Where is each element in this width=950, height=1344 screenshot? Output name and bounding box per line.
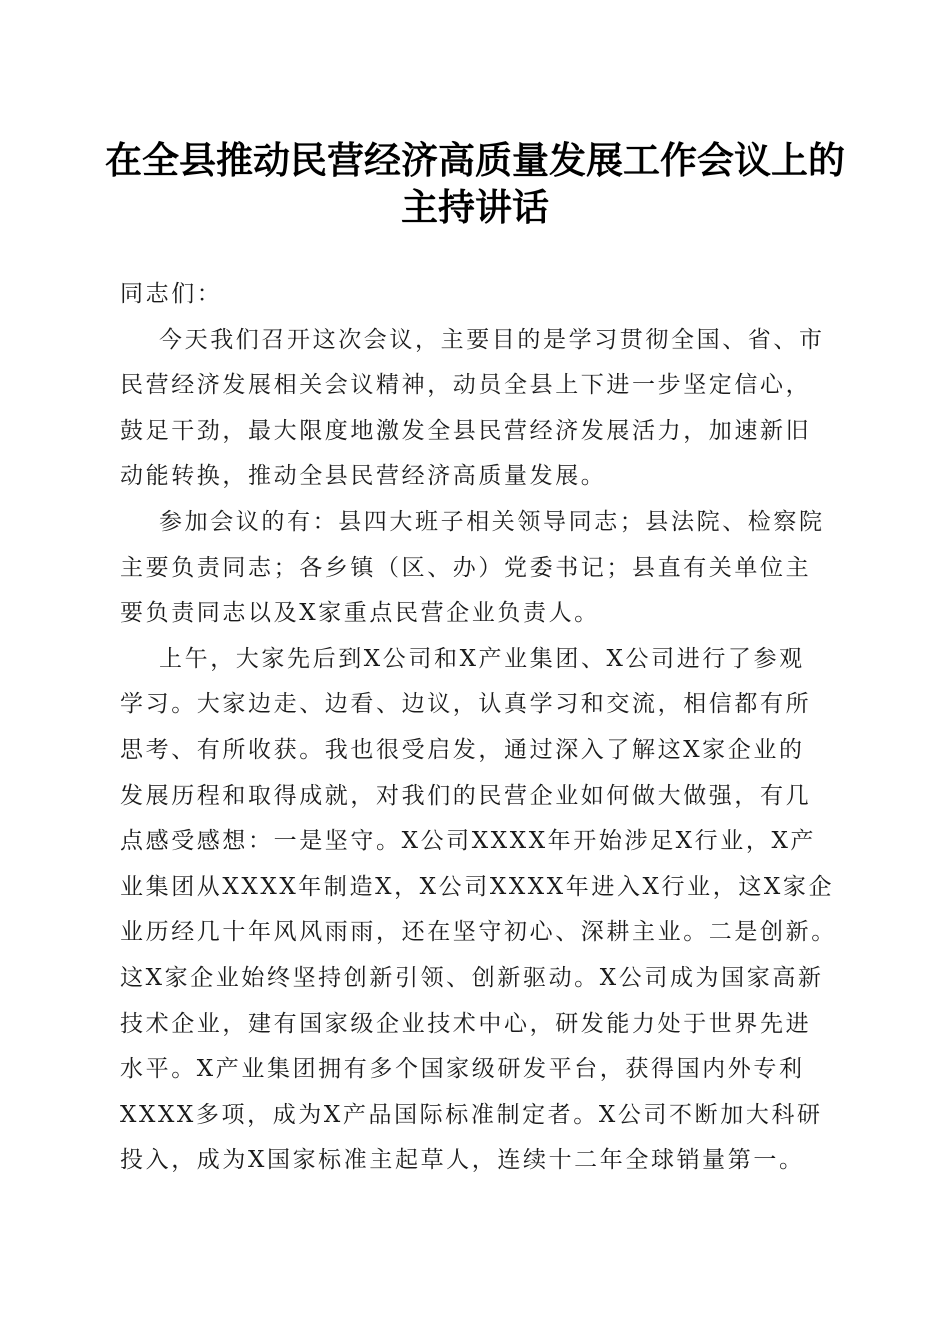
paragraph-line: 参加会议的有：县四大班子相关领导同志；县法院、检察院	[159, 508, 825, 535]
paragraph-line: 动能转换，推动全县民营经济高质量发展。	[120, 463, 607, 490]
document-body	[120, 272, 840, 1184]
paragraph-line: 点感受感想：一是坚守。X公司XXXX年开始涉足X行业，X产	[120, 828, 817, 855]
paragraph-line: 发展历程和取得成就，对我们的民营企业如何做大做强，有几	[120, 782, 812, 809]
paragraph-line: 投入，成为X国家标准主起草人，连续十二年全球销量第一。	[120, 1147, 805, 1174]
document-title	[100, 137, 850, 231]
paragraph-line: 今天我们召开这次会议，主要目的是学习贯彻全国、省、市	[159, 326, 825, 353]
paragraph-line: 水平。X产业集团拥有多个国家级研发平台，获得国内外专利	[120, 1056, 805, 1083]
paragraph-line: 民营经济发展相关会议精神，动员全县上下进一步坚定信心，	[120, 372, 812, 399]
paragraph-line: 业历经几十年风风雨雨，还在坚守初心、深耕主业。二是创新。	[120, 919, 837, 946]
title-line: 主持讲话	[401, 185, 549, 229]
paragraph-line: 这X家企业始终坚持创新引领、创新驱动。X公司成为国家高新	[120, 964, 824, 991]
paragraph-line: 鼓足干劲，最大限度地激发全县民营经济发展活力，加速新旧	[120, 417, 812, 444]
paragraph-line: 学习。大家边走、边看、边议，认真学习和交流，相信都有所	[120, 691, 812, 718]
paragraph-line: XXXX多项，成为X产品国际标准制定者。X公司不断加大科研	[120, 1101, 823, 1128]
paragraph-line: 业集团从XXXX年制造X，X公司XXXX年进入X行业，这X家企	[120, 873, 835, 900]
paragraph-line: 思考、有所收获。我也很受启发，通过深入了解这X家企业的	[120, 736, 805, 763]
paragraph-line: 主要负责同志；各乡镇（区、办）党委书记；县直有关单位主	[120, 554, 812, 581]
salutation: 同志们：	[120, 281, 223, 307]
paragraph-opening	[120, 318, 840, 500]
paragraph-line: 上午，大家先后到X公司和X产业集团、X公司进行了参观	[159, 645, 805, 672]
paragraph-visit	[120, 637, 840, 1184]
paragraph-line: 技术企业，建有国家级企业技术中心，研发能力处于世界先进	[120, 1010, 812, 1037]
paragraph-line: 要负责同志以及X家重点民营企业负责人。	[120, 600, 600, 627]
paragraph-attendees	[120, 500, 840, 637]
title-line: 在全县推动民营经济高质量发展工作会议上的	[105, 138, 845, 182]
